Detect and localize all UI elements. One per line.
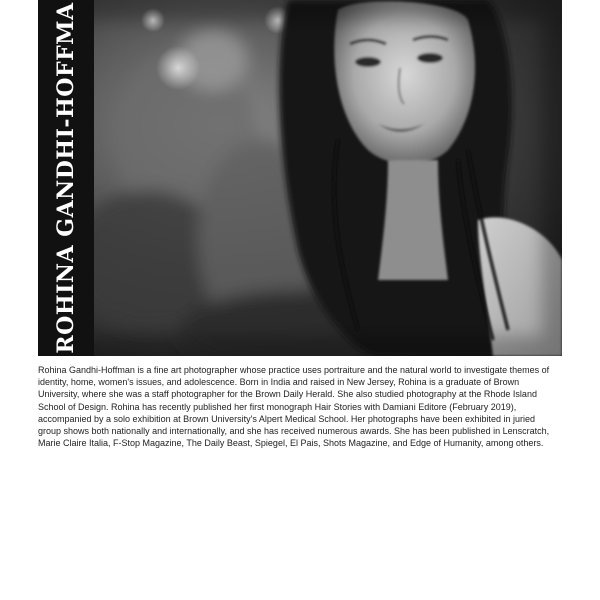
photographer-name: ROHINA GANDHI-HOFFMA (53, 2, 79, 354)
name-banner (38, 0, 94, 356)
portrait-photo (38, 0, 562, 356)
bio-paragraph: Rohina Gandhi-Hoffman is a fine art photographer whose practice uses portraiture and the natural world to investigate themes of identity, home, women's issues, and adolescence. Born in India and raised in New Jersey, Rohina is a graduate of Brown University, where she was a staff photographer for the Brown Daily Herald. She also studied photography at the Rhode Island School of Design. Rohina has recently published her first monograph Hair Stories with Damiani Editore (February 2019), accompanied by a solo exhibition at Brown University's Alpert Medical School. Her photographs have been exhibited in juried group shows both nationally and internationally, and she has received numerous awards. She has been published in Lenscratch, Marie Claire Italia, F-Stop Magazine, The Daily Beast, Spiegel, El Pais, Shots Magazine, and Edge of Humanity, among others. (38, 365, 550, 449)
portrait-photo-image (38, 0, 562, 356)
